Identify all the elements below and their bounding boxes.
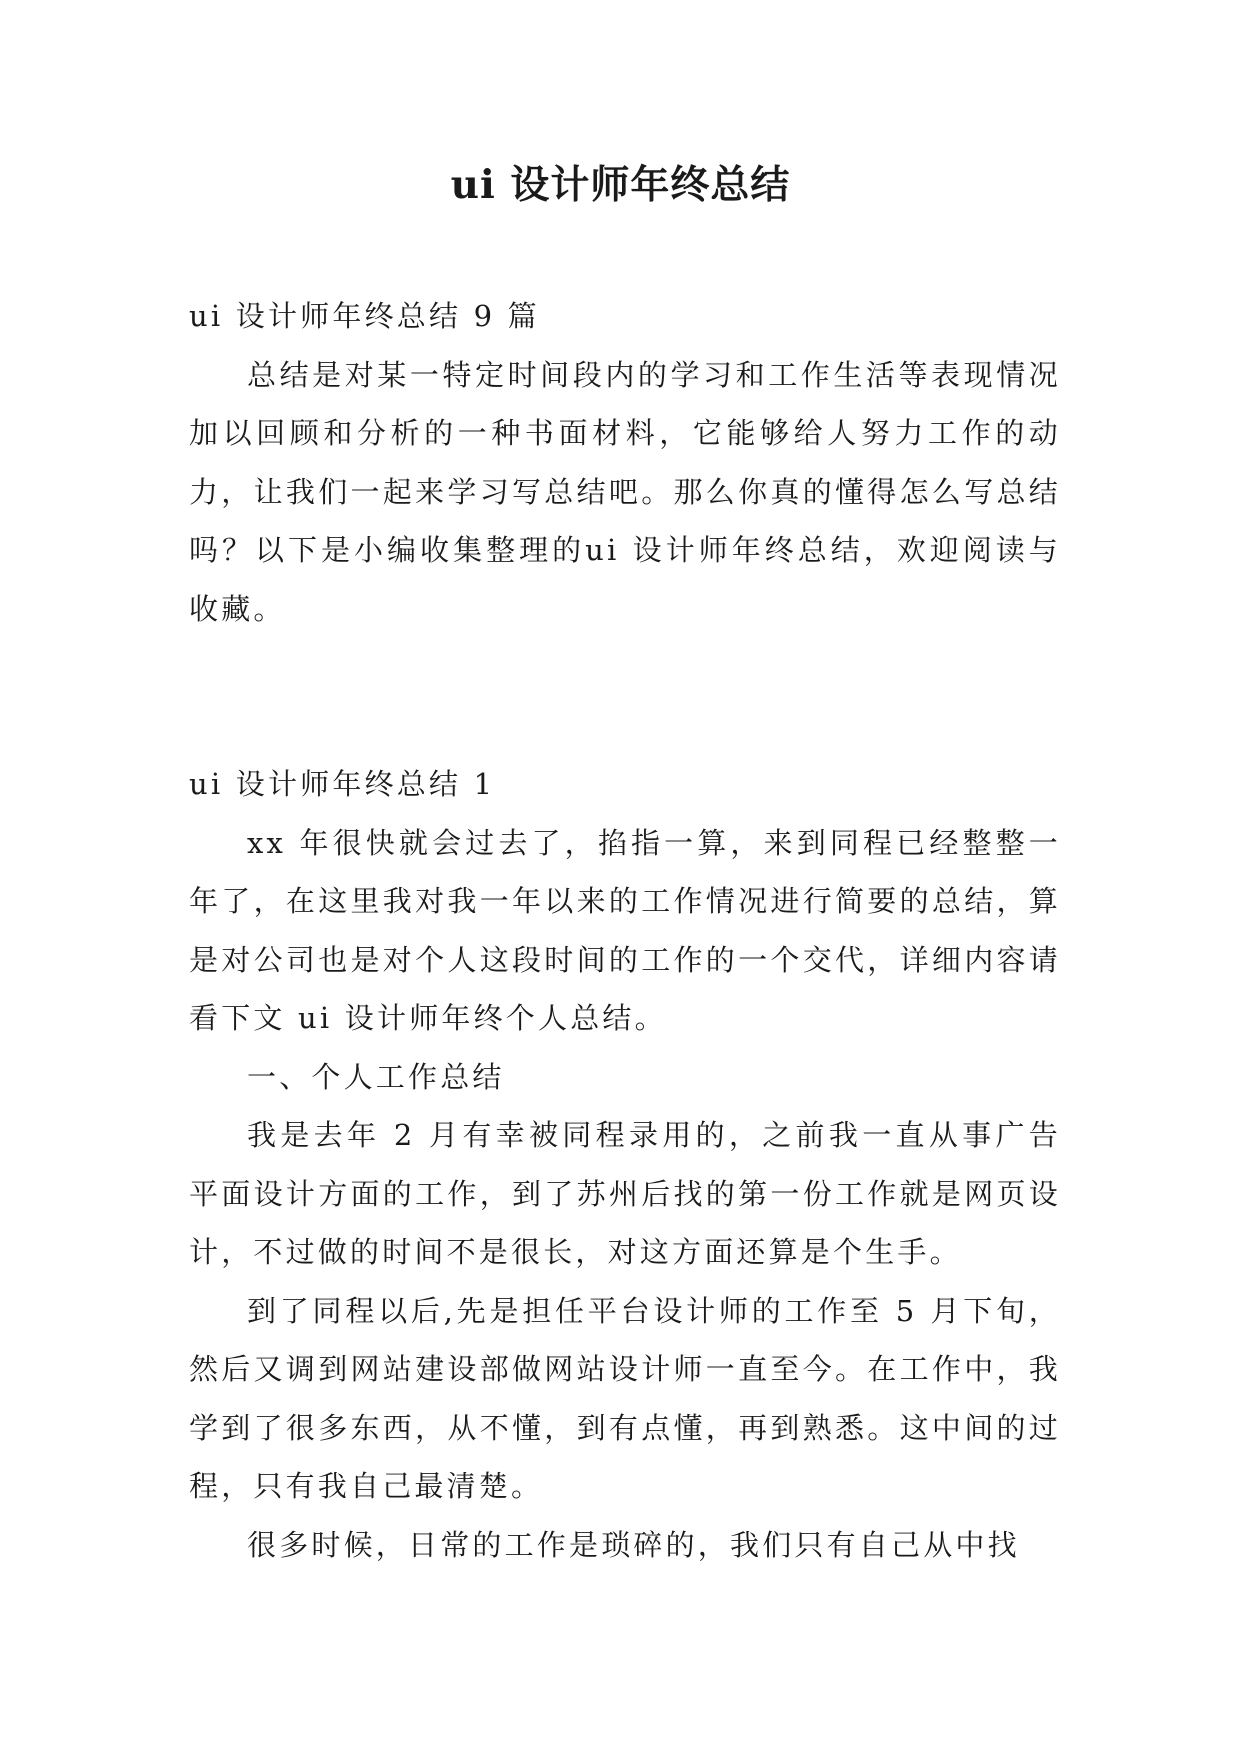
section-1-subheading: 一、个人工作总结 bbox=[247, 1059, 505, 1094]
section-1-paragraph-2: 我是去年 2 月有幸被同程录用的，之前我一直从事广告平面设计方面的工作，到了苏州后找的第一份工作就是网页设计，不过做的时间不是很长，对这方面还算是个生手。 bbox=[189, 1118, 1061, 1269]
section-1-heading: ui 设计师年终总结 1 bbox=[189, 767, 496, 801]
document-title: ui 设计师年终总结 bbox=[450, 162, 791, 208]
intro-section bbox=[189, 287, 1061, 638]
section-1-paragraph-4: 很多时候，日常的工作是琐碎的，我们只有自己从中找 bbox=[247, 1527, 1020, 1562]
intro-subtitle: ui 设计师年终总结 9 篇 bbox=[189, 299, 540, 333]
section-1 bbox=[189, 755, 1061, 1574]
intro-paragraph: 总结是对某一特定时间段内的学习和工作生活等表现情况加以回顾和分析的一种书面材料，它能够给人努力工作的动力，让我们一起来学习写总结吧。那么你真的懂得怎么写总结吗？以下是小编收集整理的ui 设计师年终总结，欢迎阅读与收藏。 bbox=[189, 357, 1061, 626]
section-1-paragraph-3: 到了同程以后,先是担任平台设计师的工作至 5 月下旬，然后又调到网站建设部做网站设计师一直至今。在工作中，我学到了很多东西，从不懂，到有点懂，再到熟悉。这中间的过程，只有我自己最清楚。 bbox=[189, 1293, 1061, 1503]
section-1-paragraph-1: xx 年很快就会过去了，掐指一算，来到同程已经整整一年了，在这里我对我一年以来的工作情况进行简要的总结，算是对公司也是对个人这段时间的工作的一个交代，详细内容请看下文 ui 设计师年终个人总结。 bbox=[189, 825, 1061, 1035]
